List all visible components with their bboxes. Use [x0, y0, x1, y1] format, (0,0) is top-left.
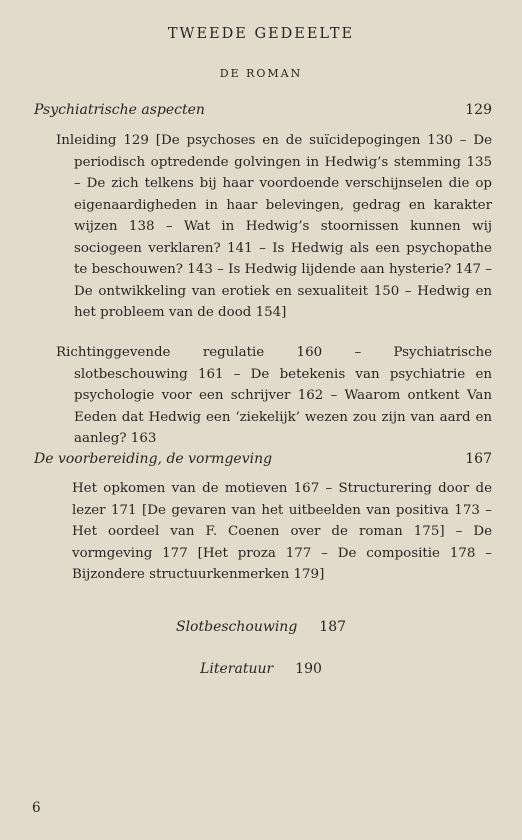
- toc-paragraph: Inleiding 129 [De psychoses en de suïcidepogingen 130 – De periodisch optredende golvingen in Hedwig’s stemming 135 – De zich telkens bij haar voordoende verschijnselen die op eigenaardigheden in haar belevingen, gedrag en karakter wijzen 138 – Wat in Hedwig’s stoornissen kunnen wij sociogeen verklaren? 141 – Is Hedwig als een psychopathe te beschouwen? 143 – Is Hedwig lijdende aan hysterie? 147 – De ontwikkeling van erotiek en sexualiteit 150 – Hedwig en het probleem van de dood 154]: [56, 133, 492, 320]
- toc-heading-psychiatrische-aspecten: [34, 102, 492, 118]
- toc-entry-literatuur: [0, 661, 522, 677]
- toc-entry-slotbeschouwing: [0, 619, 522, 635]
- toc-entry-page: 190: [295, 661, 322, 677]
- toc-paragraph: Het opkomen van de motieven 167 – Structurering door de lezer 171 [De gevaren van het uitbeelden van positiva 173 – Het oordeel van F. Coenen over de roman 175] – De vormgeving 177 [Het proza 177 – De compositie 178 – Bijzondere structuurkenmerken 179]: [72, 481, 492, 582]
- section-subtitle: DE ROMAN: [219, 67, 303, 80]
- toc-entry-page: 187: [319, 619, 347, 635]
- toc-heading-voorbereiding: [34, 451, 492, 467]
- toc-paragraph: Richtinggevende regulatie 160 – Psychiatrische slotbeschouwing 161 – De betekenis van psychiatrie en psychologie voor een schrijver 162 – Waarom ontkent Van Eeden dat Hedwig een ‘ziekelijk’ wezen zou zijn van aard en aanleg? 163: [56, 345, 492, 446]
- page-number: 6: [32, 800, 41, 816]
- toc-heading-title: Psychiatrische aspecten: [34, 102, 205, 118]
- toc-heading-page: 129: [465, 102, 492, 118]
- toc-heading-page: 167: [465, 451, 492, 467]
- toc-entry-title: Literatuur: [200, 661, 274, 677]
- toc-heading-title: De voorbereiding, de vormgeving: [34, 451, 273, 467]
- toc-entry-title: Slotbeschouwing: [175, 619, 298, 635]
- part-title: TWEEDE GEDEELTE: [167, 26, 355, 42]
